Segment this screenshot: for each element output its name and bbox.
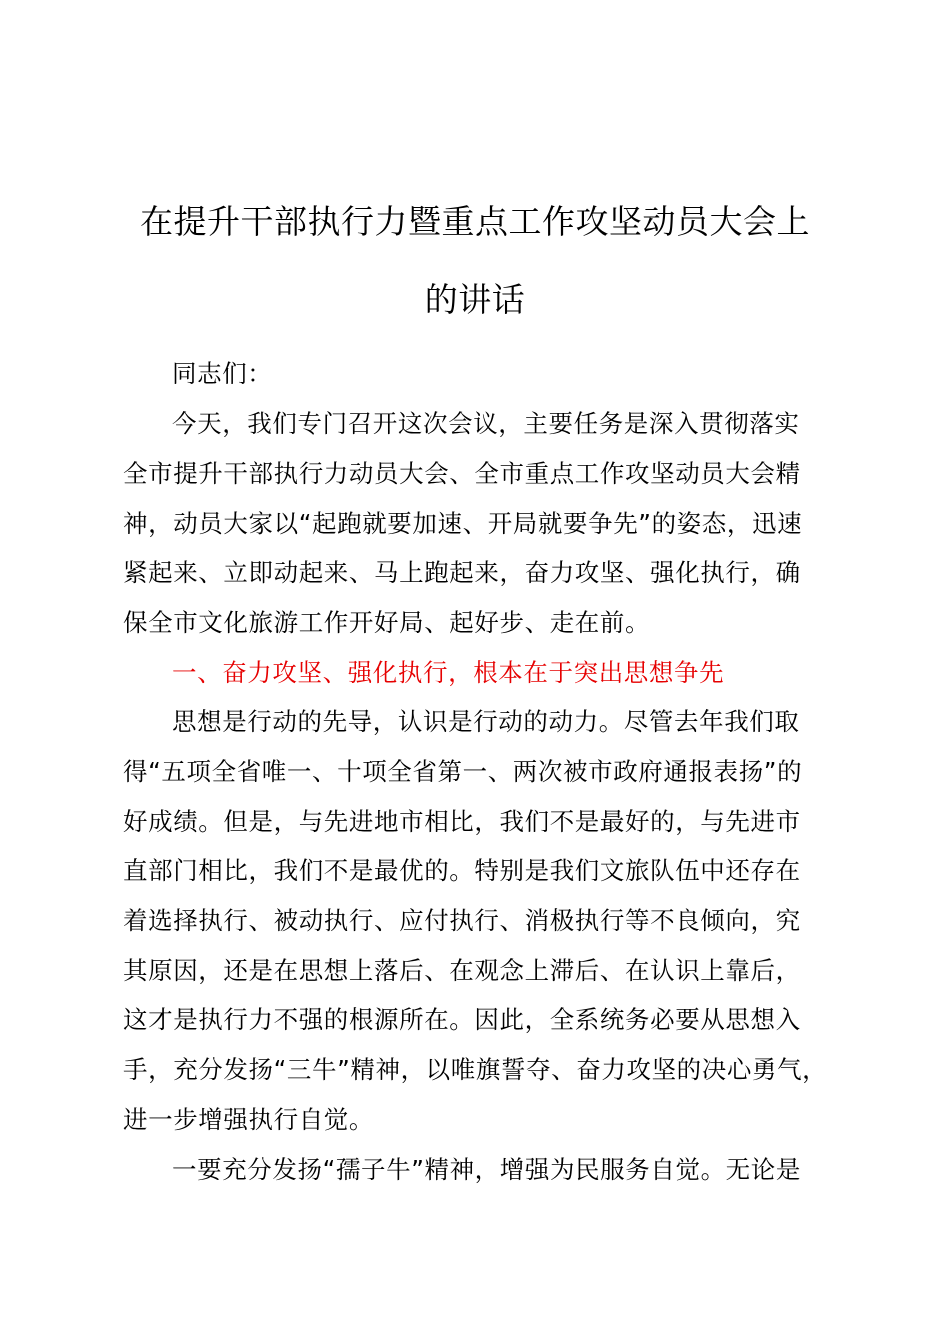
paragraph-2-line-1: 思想是行动的先导，认识是行动的动力。尽管去年我们取 [172, 707, 800, 736]
paragraph-3-line-1: 一要充分发扬“孺子牛”精神，增强为民服务自觉。无论是 [172, 1155, 801, 1184]
section-heading-1: 一、奋力攻坚、强化执行，根本在于突出思想争先 [172, 658, 725, 687]
paragraph-2-line-6: 其原因，还是在思想上落后、在观念上滞后、在认识上靠后， [123, 956, 801, 985]
paragraph-1-line-3: 神，动员大家以“起跑就要加速、开局就要争先”的姿态，迅速 [123, 509, 803, 538]
paragraph-1-line-4: 紧起来、立即动起来、马上跑起来，奋力攻坚、强化执行，确 [123, 558, 801, 587]
paragraph-2-line-4: 直部门相比，我们不是最优的。特别是我们文旅队伍中还存在 [123, 856, 801, 885]
paragraph-2-line-7: 这才是执行力不强的根源所在。因此，全系统务必要从思想入 [123, 1005, 801, 1034]
salutation: 同志们： [172, 359, 273, 388]
document-title-line-1: 在提升干部执行力暨重点工作攻坚动员大会上 [140, 202, 810, 241]
paragraph-2-line-8: 手，充分发扬“三牛”精神，以唯旗誓夺、奋力攻坚的决心勇气， [123, 1055, 828, 1084]
paragraph-1-line-2: 全市提升干部执行力动员大会、全市重点工作攻坚动员大会精 [123, 459, 801, 488]
paragraph-2-line-9: 进一步增强执行自觉。 [123, 1105, 374, 1134]
paragraph-2-line-2: 得“五项全省唯一、十项全省第一、两次被市政府通报表扬”的 [123, 757, 803, 786]
paragraph-1-line-1: 今天，我们专门召开这次会议，主要任务是深入贯彻落实 [172, 409, 800, 438]
paragraph-2-line-3: 好成绩。但是，与先进地市相比，我们不是最好的，与先进市 [123, 807, 801, 836]
paragraph-1-line-5: 保全市文化旅游工作开好局、起好步、走在前。 [123, 608, 651, 637]
paragraph-2-line-5: 着选择执行、被动执行、应付执行、消极执行等不良倾向，究 [123, 906, 801, 935]
document-title-line-2: 的讲话 [424, 280, 526, 319]
